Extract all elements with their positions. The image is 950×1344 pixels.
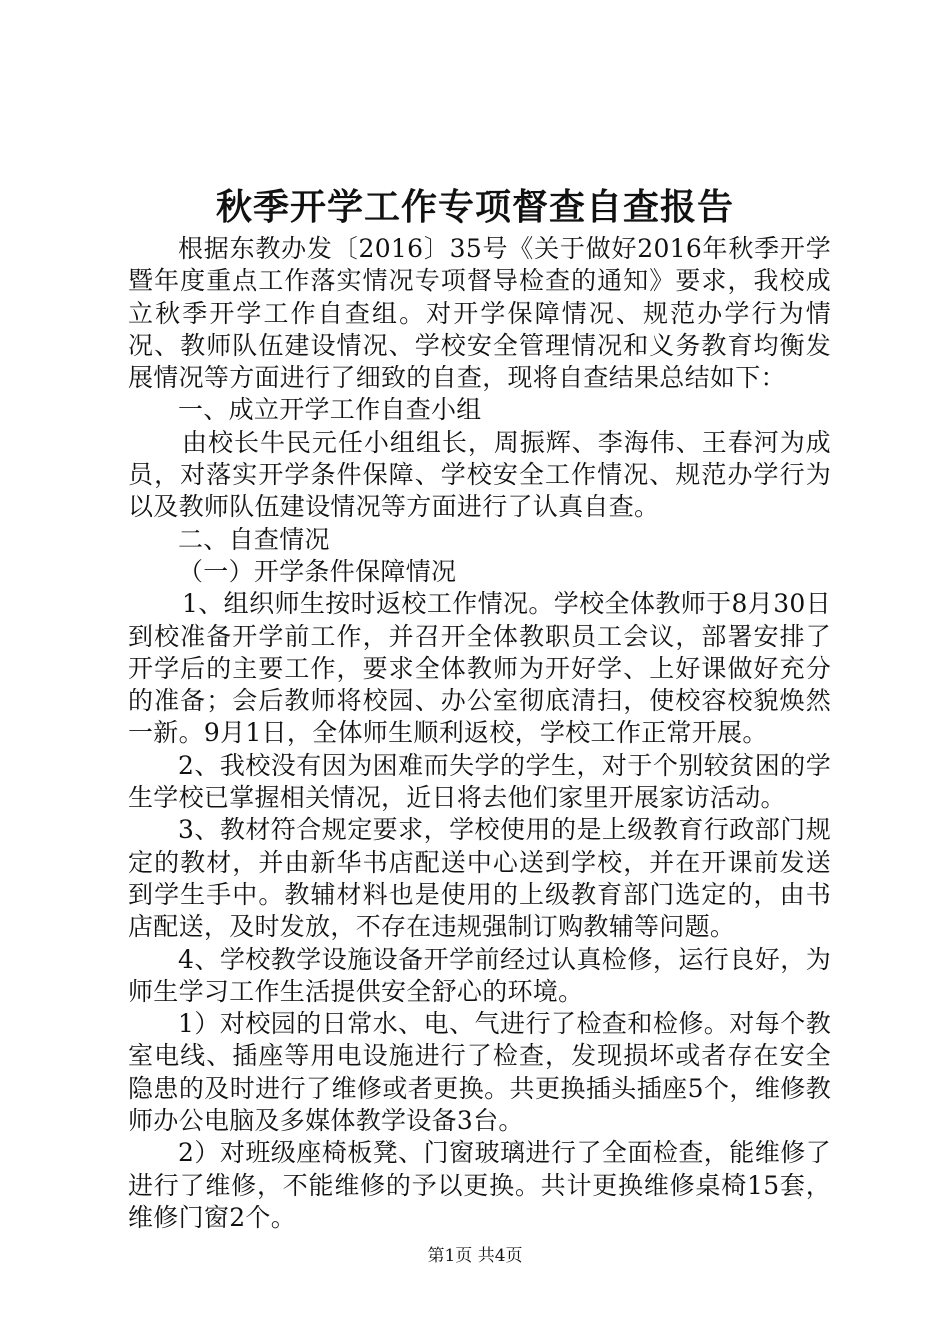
page-footer: 第1页 共4页 bbox=[427, 1246, 523, 1266]
paragraph-section-1: 由校长牛民元任小组组长，周振辉、李海伟、王春河为成员，对落实开学条件保障、学校安全工作情况、规范办学行为以及教师队伍建设情况等方面进行了认真自查。 bbox=[128, 427, 831, 522]
paragraph-intro: 根据东教办发〔2016〕35号《关于做好2016年秋季开学暨年度重点工作落实情况专项督导检查的通知》要求，我校成立秋季开学工作自查组。对开学保障情况、规范办学行为情况、教师队伍建设情况、学校安全管理情况和义务教育均衡发展情况等方面进行了细致的自查，现将自查结果总结如下： bbox=[128, 234, 831, 393]
heading-section-2: 二、自查情况 bbox=[178, 524, 330, 554]
subheading-section-2-1: （一）开学条件保障情况 bbox=[178, 556, 457, 586]
paragraph-item-2: 2、我校没有因为困难而失学的学生，对于个别较贫困的学生学校已掌握相关情况，近日将去他们家里开展家访活动。 bbox=[128, 750, 831, 813]
paragraph-item-1: 1、组织师生按时返校工作情况。学校全体教师于8月30日到校准备开学前工作，并召开全体教职员工会议，部署安排了开学后的主要工作，要求全体教师为开好学、上好课做好充分的准备；会后教师将校园、办公室彻底清扫，使校容校貌焕然一新。9月1日，全体师生顺利返校，学校工作正常开展。 bbox=[128, 589, 831, 748]
paragraph-item-4: 4、学校教学设施设备开学前经过认真检修，运行良好，为师生学习工作生活提供安全舒心的环境。 bbox=[128, 944, 831, 1006]
paragraph-item-4-1: 1）对校园的日常水、电、气进行了检查和检修。对每个教室电线、插座等用电设施进行了检查，发现损坏或者存在安全隐患的及时进行了维修或者更换。共更换插头插座5个，维修教师办公电脑及多媒体教学设备3台。 bbox=[128, 1009, 831, 1136]
heading-section-1: 一、成立开学工作自查小组 bbox=[178, 395, 482, 425]
paragraph-item-4-2: 2）对班级座椅板凳、门窗玻璃进行了全面检查，能维修了进行了维修，不能维修的予以更换。共计更换维修桌椅15套，维修门窗2个。 bbox=[128, 1138, 831, 1232]
document-title: 秋季开学工作专项督查自查报告 bbox=[215, 186, 734, 228]
document-body bbox=[128, 233, 831, 1234]
paragraph-item-3: 3、教材符合规定要求，学校使用的是上级教育行政部门规定的教材，并由新华书店配送中心送到学校，并在开课前发送到学生手中。教辅材料也是使用的上级教育部门选定的，由书店配送，及时发放，不存在违规强制订购教辅等问题。 bbox=[128, 815, 831, 942]
